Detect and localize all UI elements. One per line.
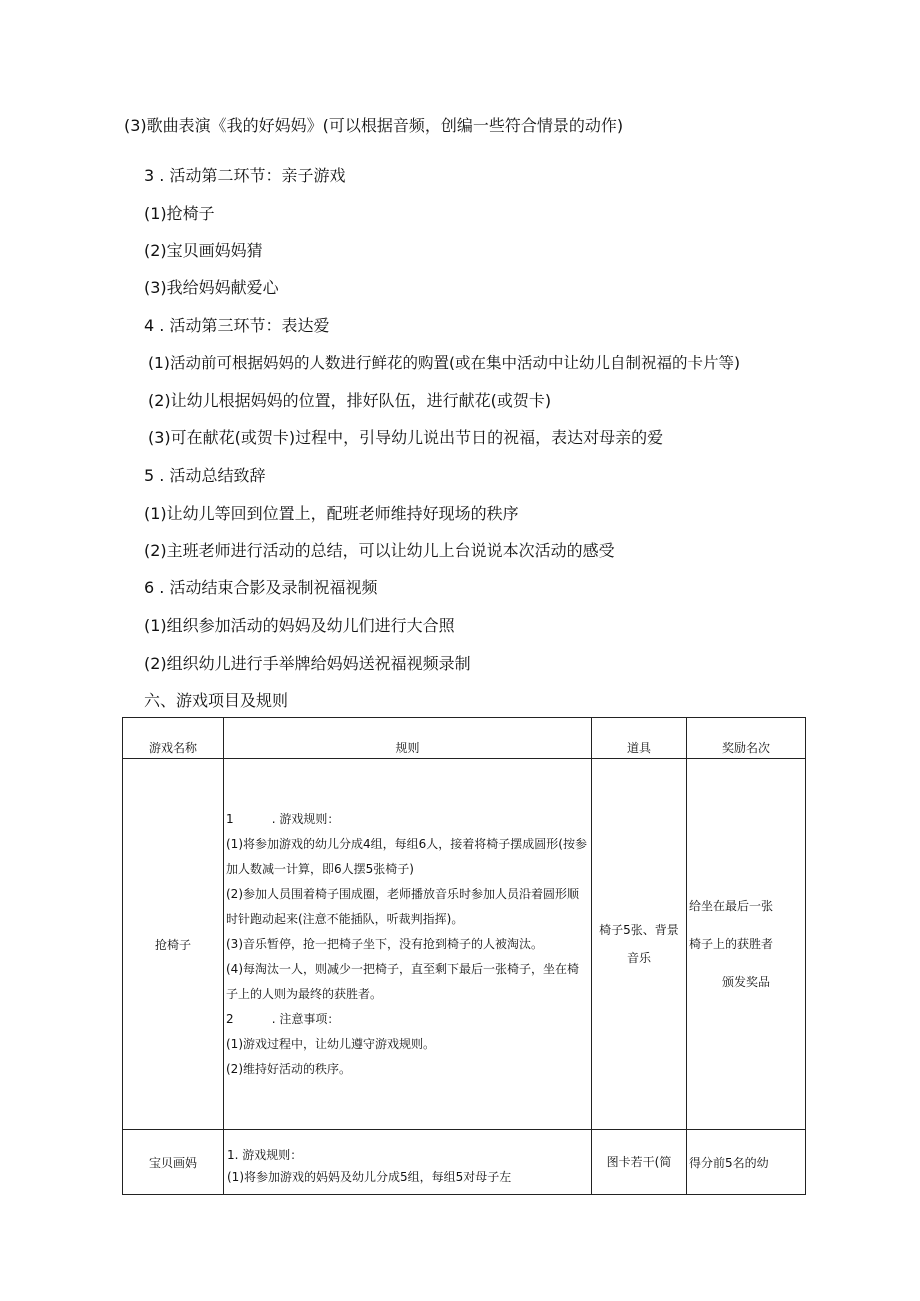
table-header-row	[123, 718, 806, 759]
header-props: 道具	[592, 718, 687, 759]
paragraph: (1)活动前可根据妈妈的人数进行鲜花的购置(或在集中活动中让幼儿自制祝福的卡片等)	[148, 354, 741, 372]
rule-line: 1. 游戏规则：	[227, 1148, 303, 1162]
rule-line: (1)将参加游戏的妈妈及幼儿分成5组，每组5对母子左	[227, 1170, 512, 1184]
rule-line: (2)参加人员围着椅子围成圈，老师播放音乐时参加人员沿着圆形顺时针跑动起来(注意不能插队，听裁判指挥)。	[226, 886, 580, 926]
rules-cell	[224, 759, 592, 1130]
header-game-name: 游戏名称	[123, 718, 224, 759]
rules-cell	[224, 1130, 592, 1195]
section-heading: 六、游戏项目及规则	[144, 691, 289, 710]
rule-line: 1 . 游戏规则：	[226, 811, 340, 826]
rule-line: (1)将参加游戏的幼儿分成4组，每组6人，接着将椅子摆成圆形(按参加人数减一计算，即6人摆5张椅子)	[226, 836, 587, 876]
paragraph: (2)让幼儿根据妈妈的位置，排好队伍，进行献花(或贺卡)	[148, 391, 552, 410]
table-row	[123, 1130, 806, 1195]
reward-line: 给坐在最后一张	[689, 899, 774, 913]
section-heading: 5 . 活动总结致辞	[144, 466, 266, 485]
reward-line: 颁发奖品	[721, 975, 770, 989]
paragraph: (3)我给妈妈献爱心	[144, 278, 279, 297]
paragraph: (1)让幼儿等回到位置上，配班老师维持好现场的秩序	[144, 504, 519, 523]
paragraph: (2)宝贝画妈妈猜	[144, 241, 263, 260]
props-cell: 椅子5张、背景音乐	[592, 759, 687, 1130]
paragraph: (3)可在献花(或贺卡)过程中，引导幼儿说出节日的祝福，表达对母亲的爱	[148, 428, 664, 447]
paragraph: (1)抢椅子	[144, 204, 215, 223]
header-reward: 奖励名次	[687, 718, 806, 759]
rule-line: (1)游戏过程中，让幼儿遵守游戏规则。	[226, 1036, 435, 1051]
section-heading: 3 . 活动第二环节：亲子游戏	[144, 166, 346, 185]
rule-line: (3)音乐暂停，抢一把椅子坐下，没有抢到椅子的人被淘汰。	[226, 936, 544, 951]
table-row	[123, 759, 806, 1130]
rule-line: 2 . 注意事项：	[226, 1011, 340, 1026]
paragraph: (1)组织参加活动的妈妈及幼儿们进行大合照	[144, 616, 455, 635]
reward-cell: 得分前5名的幼	[687, 1130, 806, 1195]
section-heading: 4 . 活动第三环节：表达爱	[144, 316, 330, 335]
game-name-cell: 宝贝画妈	[123, 1130, 224, 1195]
rule-line: (4)每淘汰一人，则减少一把椅子，直至剩下最后一张椅子，坐在椅子上的人则为最终的获胜者。	[226, 961, 580, 1001]
paragraph: (3)歌曲表演《我的好妈妈》(可以根据音频，创编一些符合情景的动作)	[124, 116, 624, 135]
rule-line: (2)维持好活动的秩序。	[226, 1061, 351, 1076]
props-cell: 图卡若干(简	[592, 1130, 687, 1195]
reward-cell	[687, 759, 806, 1130]
reward-line: 椅子上的获胜者	[689, 937, 774, 951]
header-rules: 规则	[224, 718, 592, 759]
game-name-cell: 抢椅子	[123, 759, 224, 1130]
paragraph: (2)主班老师进行活动的总结，可以让幼儿上台说说本次活动的感受	[144, 541, 615, 560]
games-table	[122, 717, 806, 1195]
paragraph: (2)组织幼儿进行手举牌给妈妈送祝福视频录制	[144, 654, 471, 673]
section-heading: 6 . 活动结束合影及录制祝福视频	[144, 578, 378, 597]
